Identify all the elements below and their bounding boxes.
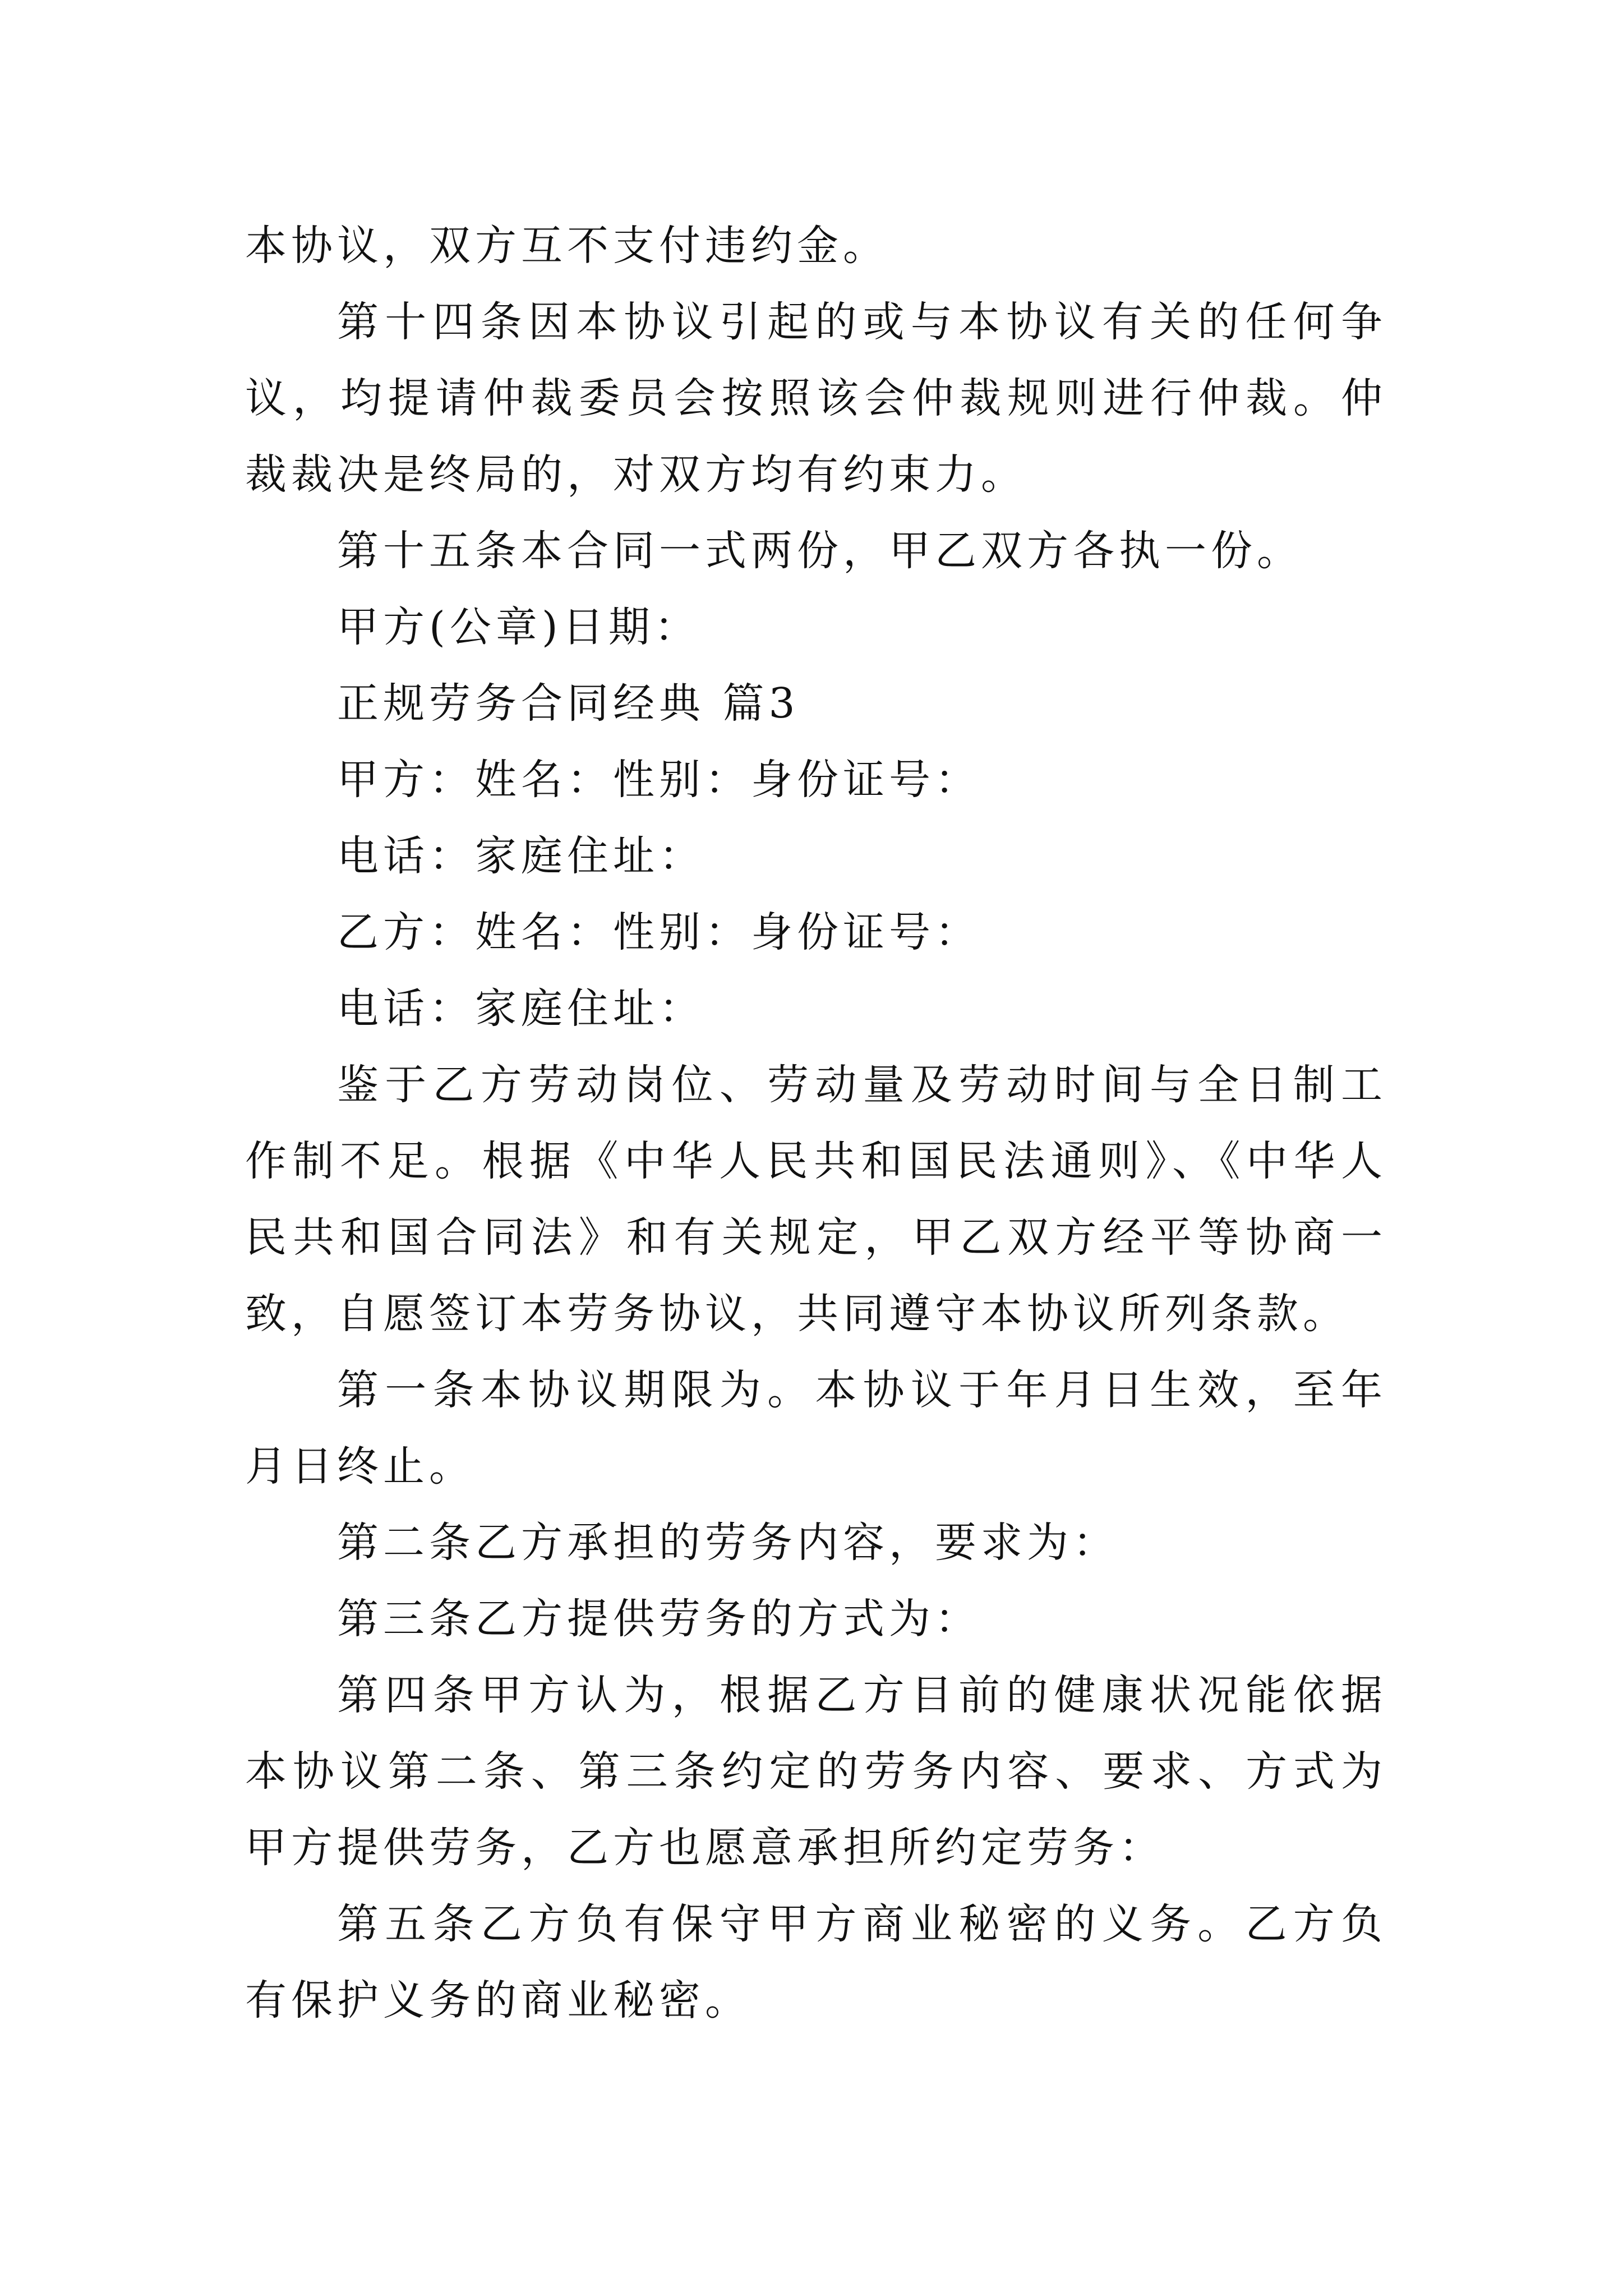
party-a-identity: 甲方：姓名：性别：身份证号： bbox=[337, 756, 981, 804]
paragraph-article-15: 第十五条本合同一式两份，甲乙双方各执一份。 bbox=[337, 527, 1303, 575]
section-title: 正规劳务合同经典 篇3 bbox=[337, 679, 800, 728]
paragraph-preamble: 鉴于乙方劳动岗位、劳动量及劳动时间与全日制工作制不足。根据《中华人民共和国民法通则》、《中华人民共和国合同法》和有关规定，甲乙双方经平等协商一致，自愿签订本劳务协议，共同遵守本协议所列条款。 bbox=[245, 1061, 1387, 1338]
paragraph-article-2: 第二条乙方承担的劳务内容，要求为： bbox=[337, 1519, 1119, 1567]
paragraph-continuation: 本协议，双方互不支付违约金。 bbox=[245, 222, 889, 270]
paragraph-article-14: 第十四条因本协议引起的或与本协议有关的任何争议，均提请仲裁委员会按照该会仲裁规则进行仲裁。仲裁裁决是终局的，对双方均有约束力。 bbox=[245, 298, 1387, 499]
paragraph-article-3: 第三条乙方提供劳务的方式为： bbox=[337, 1595, 981, 1643]
document-body bbox=[245, 208, 1387, 2039]
paragraph-article-4: 第四条甲方认为，根据乙方目前的健康状况能依据本协议第二条、第三条约定的劳务内容、要求、方式为甲方提供劳务，乙方也愿意承担所约定劳务： bbox=[245, 1671, 1387, 1872]
paragraph-article-5: 第五条乙方负有保守甲方商业秘密的义务。乙方负有保护义务的商业秘密。 bbox=[245, 1900, 1387, 2024]
paragraph-party-a-seal-date: 甲方(公章)日期： bbox=[337, 603, 700, 651]
party-b-identity: 乙方：姓名：性别：身份证号： bbox=[337, 908, 981, 956]
party-a-contact: 电话：家庭住址： bbox=[337, 832, 705, 880]
party-b-contact: 电话：家庭住址： bbox=[337, 984, 705, 1033]
paragraph-article-1: 第一条本协议期限为。本协议于年月日生效，至年月日终止。 bbox=[245, 1366, 1387, 1490]
